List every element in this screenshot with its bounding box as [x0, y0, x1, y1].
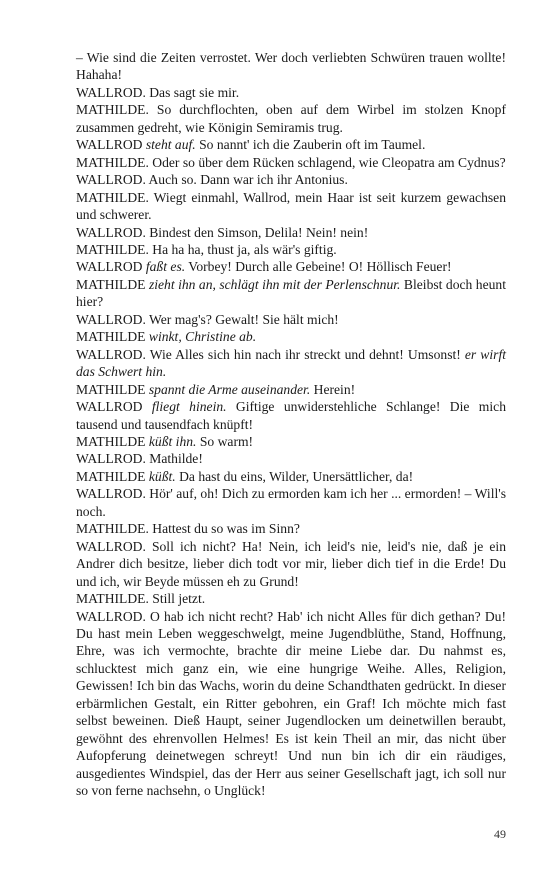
- text-run: MATHILDE: [76, 329, 149, 345]
- paragraph: [76, 84, 506, 101]
- paragraph: [76, 538, 506, 590]
- paragraph: [76, 171, 506, 188]
- text-run: WALLROD. Das sagt sie mir.: [76, 84, 240, 100]
- text-run: So nannt' ich die Zauberin oft im Taumel.: [195, 137, 426, 153]
- paragraph: [76, 381, 506, 398]
- text-run: – Wie sind die Zeiten verrostet. Wer doch verliebten Schwüren trauen wollte! Hahaha!: [76, 50, 506, 83]
- stage-direction: winkt, Christine ab.: [148, 329, 257, 345]
- text-run: WALLROD. Auch so. Dann war ich ihr Antonius.: [76, 172, 348, 188]
- paragraph: [76, 101, 506, 136]
- text-run: WALLROD. Wer mag's? Gewalt! Sie hält mich!: [76, 311, 339, 327]
- paragraph: [76, 224, 506, 241]
- text-run: WALLROD. Soll ich nicht? Ha! Nein, ich leid's nie, leid's nie, daß je ein Andrer dich besitze, lieber dich todt vor mir, lieber dich tief in die Erde! Du und ich, wir Beyde müssen eh zu Grund!: [76, 538, 506, 589]
- paragraph: [76, 468, 506, 485]
- paragraph: [76, 450, 506, 467]
- text-run: Bleibst doch heunt hier?: [76, 276, 506, 310]
- text-run: Herein!: [310, 381, 356, 397]
- paragraph: [76, 49, 506, 84]
- text-run: WALLROD. Bindest den Simson, Delila! Nein! nein!: [76, 224, 369, 240]
- stage-direction: spannt die Arme auseinander.: [148, 381, 311, 397]
- stage-direction: küßt.: [148, 468, 176, 484]
- paragraph: [76, 258, 506, 275]
- text-run: MATHILDE: [76, 468, 149, 484]
- stage-direction: fliegt hinein.: [151, 399, 227, 415]
- text-run: MATHILDE: [76, 433, 149, 449]
- paragraph: [76, 241, 506, 258]
- paragraph: [76, 433, 506, 450]
- text-run: MATHILDE: [76, 276, 149, 292]
- text-run: MATHILDE. Wiegt einmahl, Wallrod, mein Haar ist seit kurzem gewachsen und schwerer.: [76, 189, 506, 223]
- page-number: 49: [494, 827, 506, 841]
- paragraph: [76, 346, 506, 381]
- text-run: MATHILDE. Ha ha ha, thust ja, als wär's giftig.: [76, 241, 337, 257]
- stage-direction: zieht ihn an, schlägt ihn mit der Perlenschnur.: [148, 276, 401, 292]
- stage-direction: küßt ihn.: [148, 433, 197, 449]
- paragraph: [76, 276, 506, 311]
- text-run: MATHILDE. So durchflochten, oben auf dem Wirbel im stolzen Knopf zusammen gedreht, wie Königin Semiramis trug.: [76, 102, 506, 135]
- text-run: MATHILDE: [76, 381, 149, 397]
- stage-direction: faßt es.: [145, 259, 186, 275]
- text-run: Da hast du eins, Wilder, Unersättlicher, da!: [175, 468, 414, 484]
- text-run: WALLROD. Hör' auf, oh! Dich zu ermorden kam ich her ... ermorden! – Will's noch.: [76, 486, 506, 519]
- text-run: WALLROD. Mathilde!: [76, 451, 203, 467]
- paragraph: [76, 328, 506, 345]
- paragraph: [76, 608, 506, 800]
- text-run: MATHILDE. Still jetzt.: [76, 591, 206, 607]
- paragraph: [76, 189, 506, 224]
- text-run: WALLROD. O hab ich nicht recht? Hab' ich nicht Alles für dich gethan? Du! Du hast mein Leben weggeschwelgt, meine Jugendblüthe, Stand, Hoffnung, Ehre, was ich vermochte, brachte dir meine Liebe dar. Du nahmst es, schlucktest mich ganz ein, wie eine hungrige Weihe. Alles, Religion, Gewissen! Ich bin das Wachs, worin du deine Schandthaten gedrückt. In dieser erbärmlichen Gestalt, ein Ritter gebohren, ein Graf! Ich möchte mich fast selbst beweinen. Dieß Haupt, seiner Jugendlocken um deinetwillen beraubt, gewöhnt des ehrenvollen Helmes! Es ist kein Theil an mir, das nicht über Aufopferung deinetwegen schreyt! Und nun bin ich dir ein räudiges, ausgedientes Windspiel, das der Herr aus seiner Gesellschaft jagt, ich soll nur so von ferne nachsehn, o Unglück!: [76, 608, 506, 799]
- paragraph: [76, 154, 506, 171]
- text-run: WALLROD: [76, 399, 152, 415]
- paragraph: [76, 520, 506, 537]
- paragraph: [76, 398, 506, 433]
- text-run: MATHILDE. Oder so über dem Rücken schlagend, wie Cleopatra am Cydnus?: [76, 154, 506, 170]
- text-run: WALLROD: [76, 259, 146, 275]
- paragraph: [76, 590, 506, 607]
- document-page: [76, 49, 506, 799]
- text-run: WALLROD: [76, 137, 146, 153]
- text-run: So warm!: [196, 433, 254, 449]
- paragraph: [76, 311, 506, 328]
- stage-direction: steht auf.: [145, 137, 196, 153]
- text-run: MATHILDE. Hattest du so was im Sinn?: [76, 521, 300, 537]
- text-run: Vorbey! Durch alle Gebeine! O! Höllisch Feuer!: [185, 259, 452, 275]
- paragraph: [76, 485, 506, 520]
- text-run: Giftige unwiderstehliche Schlange! Die mich tausend und tausendfach knüpft!: [76, 399, 506, 432]
- text-run: WALLROD. Wie Alles sich hin nach ihr streckt und dehnt! Umsonst!: [76, 346, 465, 362]
- stage-direction: er wirft das Schwert hin.: [76, 346, 506, 380]
- paragraph: [76, 136, 506, 153]
